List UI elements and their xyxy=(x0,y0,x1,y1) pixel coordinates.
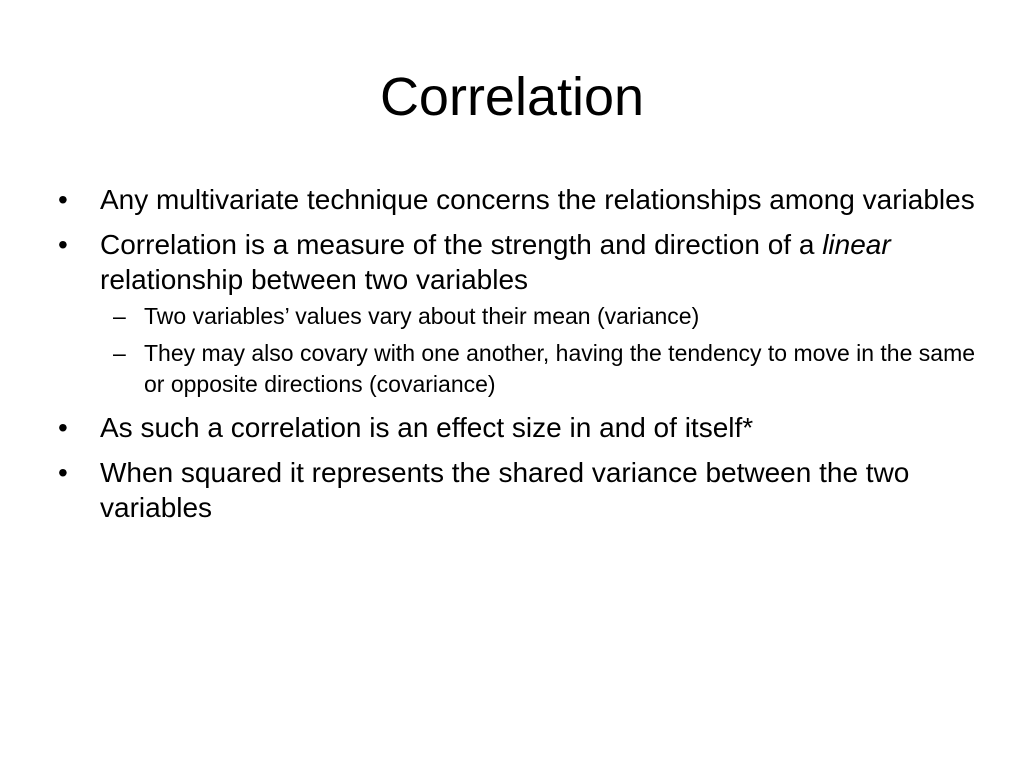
bullet-marker: • xyxy=(58,412,68,443)
sub-bullet-marker: – xyxy=(113,340,126,366)
bullet-marker: • xyxy=(58,184,68,215)
sub-bullet-item xyxy=(100,338,976,400)
bullet-marker: • xyxy=(58,229,68,260)
sub-bullet-item xyxy=(100,301,976,332)
bullet-text: As such a correlation is an effect size in and of itself* xyxy=(100,412,754,443)
bullet-text: Correlation is a measure of the strength and direction of a xyxy=(100,229,823,260)
sub-bullet-text: They may also covary with one another, having the tendency to move in the same or opposite directions (covariance) xyxy=(144,340,976,397)
sub-bullet-list xyxy=(100,301,976,400)
bullet-text: relationship between two variables xyxy=(100,264,529,295)
bullet-item xyxy=(56,455,976,525)
bullet-list xyxy=(56,182,976,535)
bullet-text: When squared it represents the shared variance between the two variables xyxy=(100,457,910,523)
sub-bullet-text: Two variables’ values vary about their mean (variance) xyxy=(144,303,700,329)
bullet-marker: • xyxy=(58,457,68,488)
bullet-item xyxy=(56,410,976,445)
bullet-item xyxy=(56,227,976,400)
bullet-text: Any multivariate technique concerns the relationships among variables xyxy=(100,184,975,215)
bullet-item xyxy=(56,182,976,217)
sub-bullet-marker: – xyxy=(113,303,126,329)
emphasized-text: linear xyxy=(822,229,891,260)
slide-title: Correlation xyxy=(379,67,645,127)
